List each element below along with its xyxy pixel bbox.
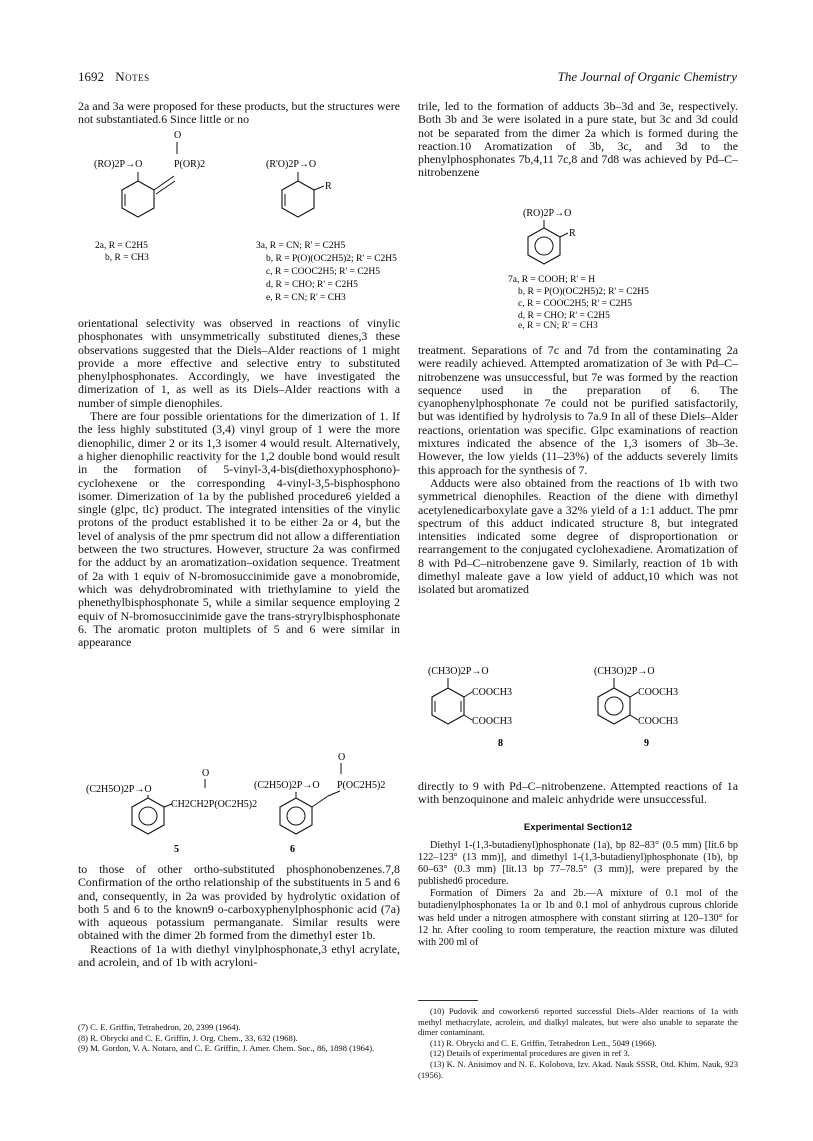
s8-number: 8 xyxy=(498,738,503,749)
s3-legend-a: 3a, R = CN; R' = C2H5 xyxy=(256,241,346,251)
s7-legend-b: b, R = P(O)(OC2H5)2; R' = C2H5 xyxy=(518,287,649,297)
s9-label: (CH3O)2P→O xyxy=(594,666,655,677)
s9-number: 9 xyxy=(644,738,649,749)
left-para-3: There are four possible orientations for the dimerization of 1. If the less highly substituted (3,4) vinyl group of 1 were the more dienophilic, dimer 2 or its 1,3 isomer 4 would result. Alternatively, a higher dienophilic reactivity for the 1,2 double bond would result in the formation of 5-vinyl-3,4-bis(diethoxyphosphono)-cyclohexene or the corresponding 4-vinyl-3,5-bisphosphono isomer. Dimerization of 1a by the published procedure6 yielded a single (glpc, tlc) product. The integrated intensities of the vinylic protons of the product established it to be either 2a or 4, but the level of analysis of the pmr spectrum did not allow a differentiation between the two structures. However, structure 2a was confirmed for the adduct by an aromatization–oxidation sequence. Treatment of 2a with 1 equiv of N-bromosuccinimide gave a monobromide, which was dehydrobrominated with triethylamine to yield the phenethylbisphosphonate 5, while a similar sequence employing 2 equiv of N-bromosuccinimide gave the trans-stryrylbisphosphonate 6. The aromatic proton multiplets of 5 and 6 were similar in appearance xyxy=(78,409,400,650)
s3-legend-e: e, R = CN; R' = CH3 xyxy=(266,293,346,303)
s2-left-group: (RO)2P→O xyxy=(94,159,143,170)
s5-chain: CH2CH2P(OC2H5)2 xyxy=(171,799,258,810)
s3-legend-d: d, R = CHO; R' = C2H5 xyxy=(266,280,358,290)
footnote-rule xyxy=(418,1000,478,1001)
s5-number: 5 xyxy=(174,844,179,855)
s3-r: R xyxy=(325,181,332,192)
s2-oxo: O xyxy=(174,130,182,141)
left-body-2 xyxy=(78,863,400,969)
left-body xyxy=(78,317,400,649)
s8-top: COOCH3 xyxy=(472,687,513,698)
right-para-4: directly to 9 with Pd–C–nitrobenzene. Attempted reactions of 1a with benzoquinone and maleic anhydride were unsuccessful. xyxy=(418,779,738,807)
s7-legend-e: e, R = CN; R' = CH3 xyxy=(518,321,598,331)
s7-r: R xyxy=(569,228,576,239)
s7-legend-c: c, R = COOC2H5; R' = C2H5 xyxy=(518,299,633,309)
s2-legend-a: 2a, R = C2H5 xyxy=(95,241,148,251)
footnote-8: (8) R. Obrycki and C. E. Griffin, J. Org. Chem., 33, 632 (1968). xyxy=(78,1032,298,1043)
left-para-5: Reactions of 1a with diethyl vinylphosphonate,3 ethyl acrylate, and acrolein, and of 1b with acryloni- xyxy=(78,941,400,970)
experimental-para-1: Diethyl 1-(1,3-butadienyl)phosphonate (1a), bp 82–83° (0.5 mm) [lit.6 bp 122–123° (13 mm)], and dimethyl 1-(1,3-butadienyl)phosphonate (1b), bp 60–63° (0.3 mm) [lit.13 bp 77–78.5° (3 mm)], were prepared by the published6 procedure. xyxy=(418,840,738,888)
s3-legend-c: c, R = COOC2H5; R' = C2H5 xyxy=(266,267,381,277)
s3-label: (R'O)2P→O xyxy=(266,159,317,170)
s2-legend-b: b, R = CH3 xyxy=(105,253,149,263)
section-name: Notes xyxy=(115,69,150,84)
s8-bottom: COOCH3 xyxy=(472,716,513,727)
footnote-13: (13) K. N. Anisimov and N. E. Kolobova, Izv. Akad. Nauk SSSR, Otd. Khim. Nauk, 923 (1956). xyxy=(418,1058,738,1080)
s3-legend-b: b, R = P(O)(OC2H5)2; R' = C2H5 xyxy=(266,254,397,264)
s9-top: COOCH3 xyxy=(638,687,679,698)
right-body xyxy=(418,344,738,597)
footnote-11: (11) R. Obrycki and C. E. Griffin, Tetrahedron Lett., 5049 (1966). xyxy=(430,1037,657,1048)
s6-label: (C2H5O)2P→O xyxy=(254,780,320,791)
structure-2-diagram xyxy=(78,126,400,312)
s5-label: (C2H5O)2P→O xyxy=(86,784,152,795)
left-para-2: orientational selectivity was observed in reactions of vinylic phosphonates with unsymmetrically substituted dienes,3 these observations suggested that the Diels–Alder reactions of 1 might provide a more effective and selective entry to substituted phenylphosphonates. Accordingly, we have investigated the dimerization of 1, as well as its Diels–Alder reactions with a number of simple dienophiles. xyxy=(78,316,400,410)
s8-label: (CH3O)2P→O xyxy=(428,666,489,677)
s7-label: (RO)2P→O xyxy=(523,208,572,219)
structure-7-diagram xyxy=(418,202,738,322)
footnote-9: (9) M. Gordon, V. A. Notaro, and C. E. Griffin, J. Amer. Chem. Soc., 86, 1898 (1964). xyxy=(78,1043,375,1054)
s9-bottom: COOCH3 xyxy=(638,716,679,727)
left-footnotes xyxy=(78,1022,400,1054)
right-para-2: treatment. Separations of 7c and 7d from the contaminating 2a were readily achieved. Attempted aromatization of 3e with Pd–C–nitrobenzene was unsuccessful, but 7e was formed by the reaction sequence used in the preparation of 6. The cyanophenylphosphonate 7e could not be purified satisfactorily, but was identified by hydrolysis to 7a.9 In all of these Diels–Alder reactions, orientation was specific. Glpc examinations of reaction mixtures indicated the absence of the 1,3 isomers of 3b–3e. However, the low yields (11–23%) of the adducts severely limits this approach for the synthesis of 7. xyxy=(418,343,738,477)
right-footnotes xyxy=(418,1006,738,1080)
page-number: 1692 xyxy=(78,69,104,84)
journal-title: The Journal of Organic Chemistry xyxy=(557,69,737,84)
s5-oxo: O xyxy=(202,768,210,779)
experimental-para-2: Formation of Dimers 2a and 2b.—A mixture of 0.1 mol of the butadienylphosphonates 1a or 1b and 0.1 mol of anhydrous cuprous chloride was held under a nitrogen atmosphere with constant stirring at 120–130° for 12 hr. After cooling to room temperature, the reaction mixture was diluted with 200 ml of xyxy=(418,888,738,948)
right-para-1: trile, led to the formation of adducts 3b–3d and 3e, respectively. Both 3b and 3e were isolated in a pure state, but 3c and 3d could not be separated from the dimer 2a which is formed during the reaction.10 Aromatization of 3b, 3c, and 3d to the phenylphosphonates 7b,4,11 7c,8 and 7d8 was achieved by Pd–C–nitrobenzene xyxy=(418,99,738,180)
experimental-section-title: Experimental Section12 xyxy=(523,822,633,833)
running-header-left xyxy=(78,69,150,85)
structures-5-6-diagram xyxy=(78,746,400,856)
right-para-3: Adducts were also obtained from the reactions of 1b with two symmetrical dienophiles. Reaction of the diene with dimethyl acetylenedicarboxylate gave a 32% yield of a 1:1 adduct. The pmr spectrum of this adduct indicated structure 8, but integrated intensities indicated some degree of disproportionation or rearrangement to the conjugated cyclohexadiene. Aromatization of 8 with Pd–C–nitrobenzene gave 9. Similarly, reaction of 1b with dimethyl maleate gave a low yield of adduct,10 which was not isolated but aromatized xyxy=(418,475,738,597)
s7-legend-a: 7a, R = COOH; R' = H xyxy=(508,275,596,285)
footnote-7: (7) C. E. Griffin, Tetrahedron, 20, 2399 (1964). xyxy=(78,1022,241,1032)
structures-8-9-diagram xyxy=(418,660,738,776)
s6-oxo: O xyxy=(338,752,346,763)
left-para-4: to those of other ortho-substituted phosphonobenzenes.7,8 Confirmation of the ortho relationship of the substituents in 5 and 6 and, consequently, in 2a was provided by hydrolytic oxidation of both 5 and 6 to the known9 o-carboxyphenylphosphonic acid (7a) with aqueous potassium permanganate. Similar results were obtained with the dimer 2b formed from the dimethyl ester 1b. xyxy=(78,862,400,943)
s7-legend-d: d, R = CHO; R' = C2H5 xyxy=(518,311,610,321)
s6-number: 6 xyxy=(290,844,295,855)
footnote-12: (12) Details of experimental procedures are given in ref 3. xyxy=(430,1048,630,1059)
footnote-10: (10) Pudovik and coworkers6 reported successful Diels–Alder reactions of 1a with methyl methacrylate, acrolein, and dialkyl maleates, but were also unable to separate the dimer contaminant. xyxy=(418,1006,738,1038)
left-para-1: 2a and 3a were proposed for these products, but the structures were not substantiated.6 Since little or no xyxy=(78,99,400,127)
s2-right-group: P(OR)2 xyxy=(174,159,206,170)
s6-right: P(OC2H5)2 xyxy=(337,780,386,791)
experimental-body xyxy=(418,840,738,949)
